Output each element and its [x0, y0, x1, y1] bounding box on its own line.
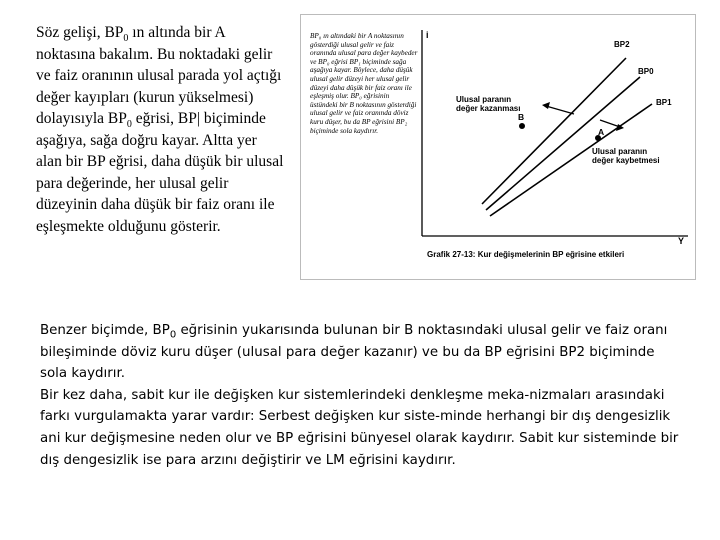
annotation-b-line2: değer kazanması [456, 104, 521, 113]
left-paragraph [36, 22, 286, 237]
left-subscript-1: 0 [123, 33, 129, 45]
bottom-paragraph-1 [40, 320, 680, 385]
figure-side-note: BP₀ ın altındaki bir A noktasının gösterdiği ulusal gelir ve faiz oranında ulusal para değer kaybeder ve BP₀ eğrisi BP₁ biçiminde sağa aşağıya kayar. Böylece, daha düşük ulusal gelir düzeyi her ulusal gelir düzeyi daha düşük bir faiz oranı ile eşleşmiş olur. BP₀ eğrisinin üstündeki bir B noktasının gösterdiği ulusal gelir ve faiz oranında döviz kuru düşer, bu da BP eğrisini BP₂ biçiminde sola kaydırır. [310, 32, 418, 135]
left-subscript-2: 0 [126, 119, 132, 131]
bottom-p1-subscript: 0 [169, 329, 177, 341]
annotation-b-line1: Ulusal paranın [456, 95, 512, 104]
figure-caption: Grafik 27-13: Kur değişmelerinin BP eğrisine etkileri [427, 250, 625, 259]
bottom-p1-part2: eğrisinin yukarısında bulunan bir B noktasındaki ulusal gelir ve faiz oranı bileşiminde döviz kuru düşer (ulusal para değer kazanır) ve bu da BP eğrisini BP2 biçiminde sola kaydırır. [40, 323, 668, 382]
bottom-paragraphs [40, 320, 680, 471]
annotation-a-line2: değer kaybetmesi [592, 156, 660, 165]
point-b-dot [519, 123, 525, 129]
x-axis-label: Y [678, 236, 685, 246]
left-text-part3: eğrisi, BP| biçiminde aşağıya, sağa doğru kayar. Altta yer alan bir BP eğrisi, daha düşük bir ulusal para değerinde, her ulusal gelir düzeyinin daha düşük bir faiz oranı ile eşleşmekte olduğunu gösterir. [36, 110, 284, 235]
point-b-label: B [518, 112, 525, 122]
bp0-label: BP0 [638, 67, 654, 76]
y-axis-label: i [426, 30, 429, 40]
annotation-a-line1: Ulusal paranın [592, 147, 648, 156]
left-text-part2: ın altında bir A noktasına bakalım. Bu noktadaki gelir ve faiz oranının ulusal parada yol açtığı değer kayıpları (kurun yükselmesi) dolayısıyla BP [36, 24, 282, 127]
bp-curve-figure [300, 14, 696, 280]
bottom-p1-part1: Benzer biçimde, BP [40, 323, 170, 338]
bottom-paragraph-2: Bir kez daha, sabit kur ile değişken kur sistemlerindeki denkleşme meka-nizmaları arasındaki farkı vurgulamakta yarar vardır: Serbest değişken kur siste-minde herhangi bir dış dengesizlik ani kur değişmesine neden olur ve BP eğrisini bünyesel olarak kaydırır. Sabit kur sisteminde bir dış dengesizlik ise para arzını değiştirir ve LM eğrisini kaydırır. [40, 387, 679, 468]
bp1-label: BP1 [656, 98, 672, 107]
point-a-label: A [598, 127, 605, 137]
bp2-label: BP2 [614, 40, 630, 49]
left-text-part1: Söz gelişi, BP [36, 24, 124, 41]
